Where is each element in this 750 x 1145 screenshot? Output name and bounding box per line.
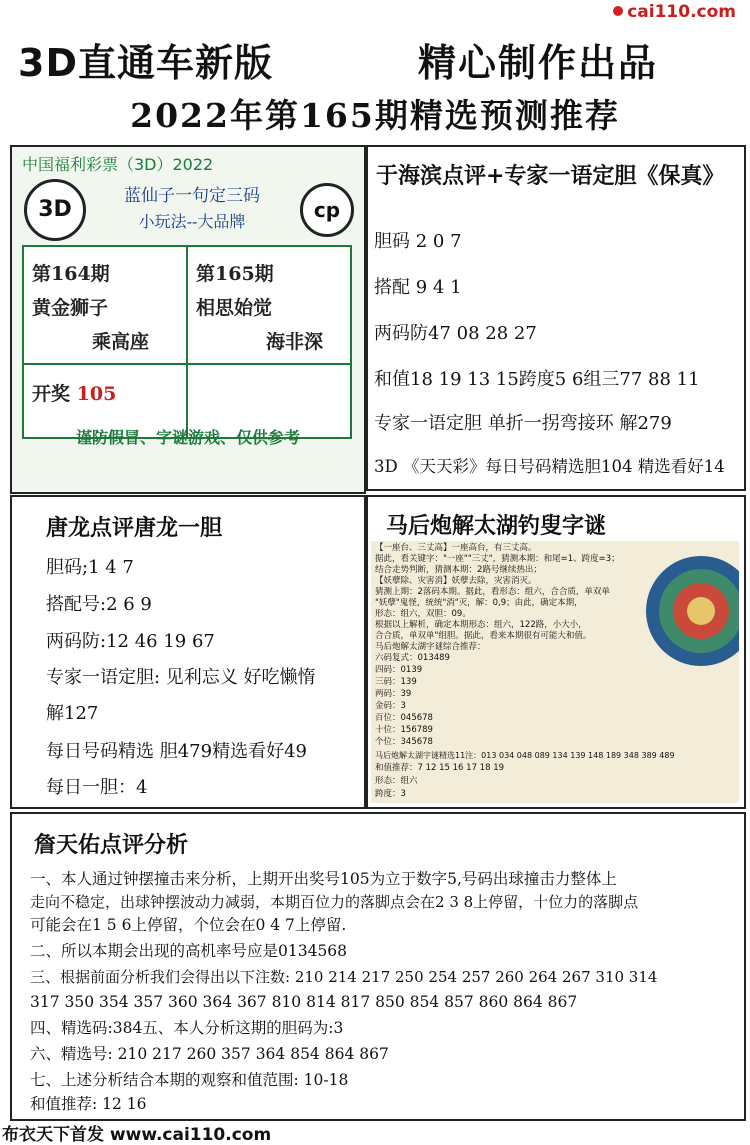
cell-164-line1: 黄金狮子 bbox=[32, 297, 109, 319]
riddle-line: 形态：组六 bbox=[375, 776, 418, 786]
cell-165-line2: 海非深 bbox=[266, 331, 324, 353]
panel-ma bbox=[366, 495, 746, 809]
panel-yu-line: 3D 《天天彩》每日号码精选胆104 精选看好14 bbox=[374, 457, 725, 476]
riddle-line: 猜测上期：2落码本期。据此，看形态：组六，合合质，单双单 bbox=[375, 587, 610, 597]
panel-tang-line: 搭配号:2 6 9 bbox=[46, 594, 152, 615]
panel-tang-line: 每日一胆：4 bbox=[46, 777, 148, 798]
panel-tang-line: 专家一语定胆: 见利忘义 好吃懒惰 bbox=[46, 667, 316, 688]
cell-draw bbox=[32, 379, 116, 406]
riddle-image bbox=[371, 541, 739, 803]
riddle-line: 金码：3 bbox=[375, 701, 406, 711]
analysis-line: 二、所以本期会出现的高机率号应是0134568 bbox=[30, 942, 348, 960]
draw-label: 开奖 bbox=[32, 383, 71, 405]
site-logo-text: cai110.com bbox=[627, 2, 736, 22]
analysis-line: 一、本人通过钟摆撞击来分析，上期开出奖号105为立于数字5,号码出球撞击力整体上 bbox=[30, 870, 617, 888]
ticket-grid bbox=[22, 245, 352, 439]
cell-164-title: 第164期 bbox=[32, 263, 110, 285]
panel-yu-title: 于海滨点评+专家一语定胆《保真》 bbox=[376, 163, 725, 189]
panel-tang-line: 两码防:12 46 19 67 bbox=[46, 631, 215, 652]
panel-tang-line: 每日号码精选 胆479精选看好49 bbox=[46, 741, 307, 762]
cell-165-title: 第165期 bbox=[196, 263, 274, 285]
riddle-line: 十位：156789 bbox=[375, 725, 433, 735]
logo-dot-icon bbox=[613, 6, 623, 16]
cell-165-line1: 相思始觉 bbox=[196, 297, 273, 319]
riddle-line: 据此，看关键字："一座""三丈"，猜测本期：和尾=1、跨度=3； bbox=[375, 554, 620, 564]
grid-divider-h bbox=[24, 363, 350, 365]
panel-zhan bbox=[10, 812, 746, 1121]
panel-tang-title: 唐龙点评唐龙一胆 bbox=[46, 515, 223, 541]
riddle-line: 结合走势判断，猜测本期：2路号继续热出； bbox=[375, 565, 542, 575]
panel-yu-line: 专家一语定胆 单折一拐弯接环 解279 bbox=[374, 413, 672, 434]
panel-yu-line: 搭配 9 4 1 bbox=[374, 277, 462, 298]
draw-value: 105 bbox=[76, 383, 117, 405]
riddle-line: 马后炮解太湖字谜精选11注：013 034 048 089 134 139 148 189 348 389 489 bbox=[375, 751, 675, 760]
analysis-line: 三、根据前面分析我们会得出以下注数: 210 214 217 250 254 257 260 264 267 310 314 bbox=[30, 968, 658, 986]
header-left-title: 3D直通车新版 bbox=[18, 41, 273, 85]
panel-yu-line: 两码防47 08 28 27 bbox=[374, 323, 537, 344]
header-right-title: 精心制作出品 bbox=[418, 41, 659, 85]
ticket-header: 中国福利彩票（3D）2022 bbox=[22, 155, 214, 174]
panel-yu-line: 和值18 19 13 15跨度5 6组三77 88 11 bbox=[374, 369, 700, 390]
analysis-line: 六、精选号: 210 217 260 357 364 854 864 867 bbox=[30, 1045, 389, 1063]
3d-logo-icon: 3D bbox=[24, 179, 86, 241]
panel-ma-title: 马后炮解太湖钓叟字谜 bbox=[386, 513, 607, 539]
riddle-line: 马后炮解太湖字谜综合推荐： bbox=[375, 642, 486, 652]
panel-yu bbox=[366, 145, 746, 491]
panel-tang bbox=[10, 495, 366, 809]
analysis-line: 走向不稳定，出球钟摆波动力减弱，本期百位力的落脚点会在2 3 8上停留，十位力的落脚点 bbox=[30, 893, 639, 911]
footer-text[interactable]: 布衣天下首发 www.cai110.com bbox=[2, 1125, 272, 1145]
ticket-slogan-sub: 小玩法--大品牌 bbox=[138, 212, 246, 231]
wave-decoration-icon bbox=[621, 541, 739, 681]
analysis-line: 七、上述分析结合本期的观察和值范围: 10-18 bbox=[30, 1071, 349, 1089]
analysis-line: 和值推荐: 12 16 bbox=[30, 1095, 147, 1113]
page-title: 2022年第165期精选预测推荐 bbox=[130, 96, 620, 135]
riddle-line: 和值推荐：7 12 15 16 17 18 19 bbox=[375, 763, 505, 773]
riddle-line: 根据以上解析，确定本期形态：组六，122路，小大小， bbox=[375, 620, 587, 630]
cell-164-line2: 乘高座 bbox=[92, 331, 150, 353]
panel-yu-line: 胆码 2 0 7 bbox=[374, 231, 462, 252]
riddle-line: 百位：045678 bbox=[375, 713, 433, 723]
riddle-line: 合合质，单双单"组胆。据此，看来本期很有可能大和值。 bbox=[375, 631, 592, 641]
analysis-line: 四、精选码:384五、本人分析这期的胆码为:3 bbox=[30, 1019, 344, 1037]
riddle-line: 六码复式：013489 bbox=[375, 653, 450, 663]
riddle-line: 个位：345678 bbox=[375, 737, 433, 747]
lottery-ticket bbox=[10, 145, 366, 494]
site-logo[interactable] bbox=[613, 2, 736, 22]
analysis-line: 可能会在1 5 6上停留，个位会在0 4 7上停留. bbox=[30, 916, 347, 934]
panel-zhan-title: 詹天佑点评分析 bbox=[34, 832, 189, 858]
analysis-line: 317 350 354 357 360 364 367 810 814 817 850 854 857 860 864 867 bbox=[30, 993, 578, 1011]
riddle-line: 三码：139 bbox=[375, 677, 417, 687]
riddle-line: "妖孽"鬼怪，统统"消"灭，解：0,9；由此，确定本期， bbox=[375, 598, 583, 608]
grid-divider-v bbox=[186, 247, 188, 437]
panel-tang-line: 解127 bbox=[46, 703, 99, 724]
riddle-line: 【一座台、三丈高】一座高台，有三丈高。 bbox=[375, 543, 537, 553]
panel-tang-line: 胆码;1 4 7 bbox=[46, 557, 134, 578]
cp-logo-icon: cp bbox=[300, 183, 354, 237]
ticket-footer: 谨防假冒、字谜游戏、仅供参考 bbox=[75, 428, 300, 447]
riddle-line: 两码：39 bbox=[375, 689, 412, 699]
riddle-line: 【妖孽除、灾害消】妖孽去除，灾害消灭。 bbox=[375, 576, 537, 586]
riddle-line: 形态：组六，双胆：09。 bbox=[375, 609, 471, 619]
riddle-line: 跨度：3 bbox=[375, 789, 406, 799]
ticket-slogan: 蓝仙子一句定三码 bbox=[124, 186, 260, 206]
riddle-line: 四码：0139 bbox=[375, 665, 423, 675]
